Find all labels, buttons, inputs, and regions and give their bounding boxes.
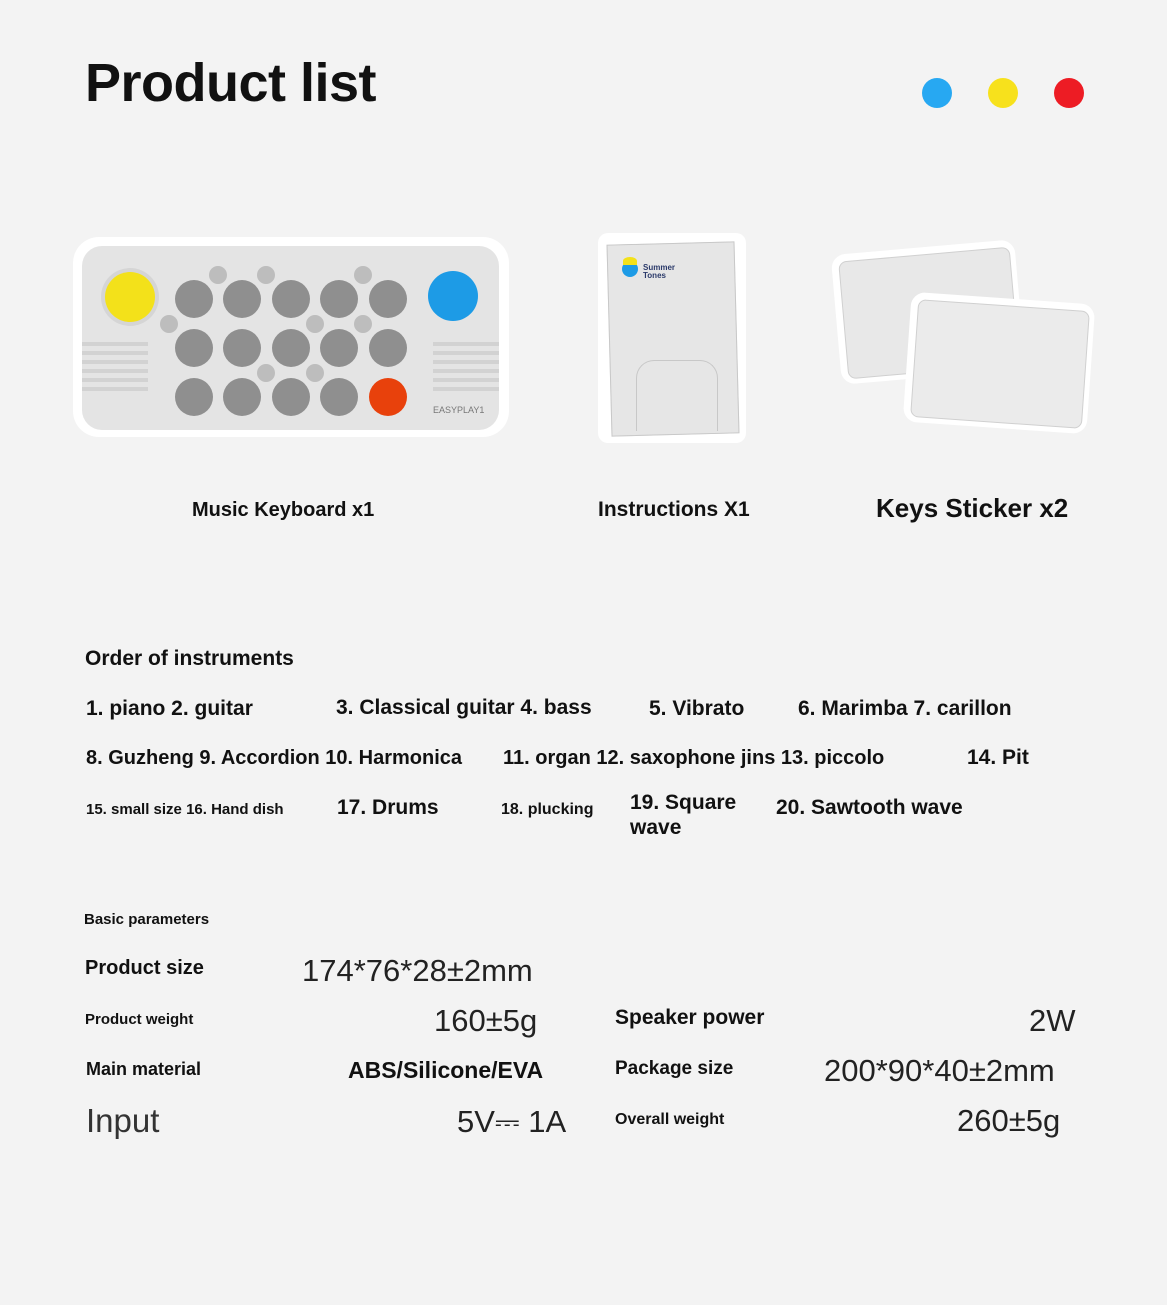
key-icon <box>272 329 310 367</box>
red-color-dot <box>1054 78 1084 108</box>
parameters-heading: Basic parameters <box>84 911 210 928</box>
instrument-item: 15. small size 16. Hand dish <box>86 801 284 818</box>
key-icon <box>175 329 213 367</box>
stickers-caption: Keys Sticker x2 <box>876 493 1069 523</box>
package-size-value: 200*90*40±2mm <box>824 1053 1055 1088</box>
key-icon <box>175 378 213 416</box>
key-icon <box>320 329 358 367</box>
package-size-label: Package size <box>615 1058 734 1079</box>
input-label: Input <box>86 1102 160 1139</box>
instrument-item: 14. Pit <box>967 746 1029 769</box>
main-material-label: Main material <box>86 1059 202 1079</box>
speaker-power-value: 2W <box>1029 1003 1076 1038</box>
product-weight-label: Product weight <box>85 1011 194 1028</box>
instrument-item: 5. Vibrato <box>649 697 745 720</box>
instruments-heading: Order of instruments <box>85 647 294 670</box>
keyboard-caption: Music Keyboard x1 <box>192 499 375 521</box>
instrument-item: wave <box>630 816 682 839</box>
main-material-value: ABS/Silicone/EVA <box>348 1057 544 1083</box>
key-icon <box>320 378 358 416</box>
blue-button-icon <box>428 271 478 321</box>
instrument-item: 17. Drums <box>337 796 439 819</box>
instrument-item: 18. plucking <box>501 801 594 818</box>
instrument-item: 3. Classical guitar 4. bass <box>336 696 592 719</box>
speaker-power-label: Speaker power <box>615 1006 765 1029</box>
yellow-color-dot <box>988 78 1018 108</box>
key-icon <box>223 280 261 318</box>
instrument-item: 6. Marimba 7. carillon <box>798 697 1012 720</box>
blue-color-dot <box>922 78 952 108</box>
instrument-item: 19. Square <box>630 791 737 814</box>
instructions-caption: Instructions X1 <box>598 498 750 521</box>
key-icon <box>369 329 407 367</box>
key-icon <box>320 280 358 318</box>
overall-weight-value: 260±5g <box>957 1103 1061 1138</box>
key-icon <box>369 280 407 318</box>
instrument-item: 11. organ 12. saxophone jins 13. piccolo <box>503 747 885 769</box>
booklet-brand: Summer Tones <box>643 263 676 280</box>
instrument-item: 1. piano 2. guitar <box>86 697 253 720</box>
key-icon <box>272 280 310 318</box>
red-key-icon <box>369 378 407 416</box>
overall-weight-label: Overall weight <box>615 1111 725 1128</box>
key-icon <box>223 329 261 367</box>
key-icon <box>223 378 261 416</box>
product-size-label: Product size <box>85 957 204 979</box>
product-size-value: 174*76*28±2mm <box>302 953 533 988</box>
key-icon <box>272 378 310 416</box>
keyboard-brand: EASYPLAY1 <box>433 405 485 415</box>
input-value: 5V⎓ 1A <box>457 1104 567 1139</box>
yellow-button-icon <box>105 272 155 322</box>
instrument-item: 20. Sawtooth wave <box>776 796 963 819</box>
product-weight-value: 160±5g <box>434 1003 538 1038</box>
page-title: Product list <box>85 53 377 113</box>
instrument-item: 8. Guzheng 9. Accordion 10. Harmonica <box>86 747 463 769</box>
key-icon <box>175 280 213 318</box>
